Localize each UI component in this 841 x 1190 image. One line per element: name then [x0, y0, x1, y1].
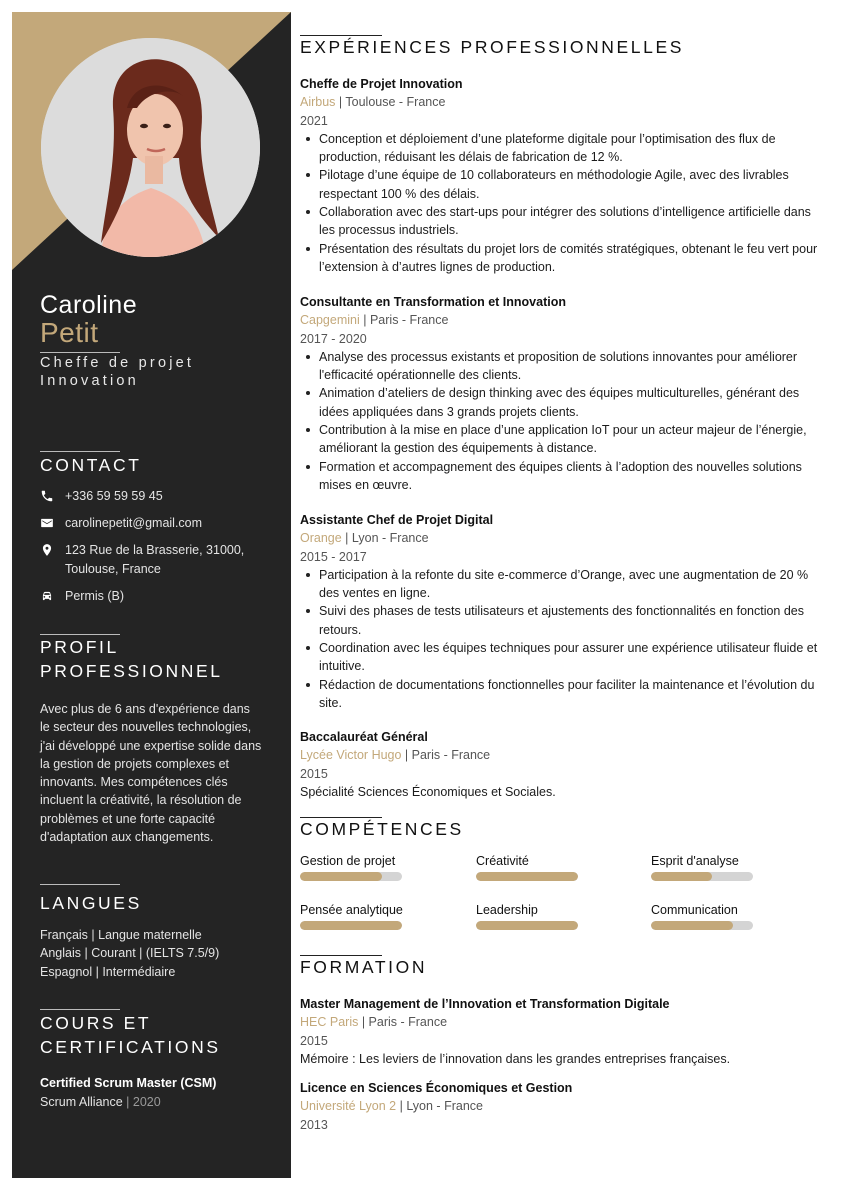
certification-org: Scrum Alliance — [40, 1095, 123, 1109]
skill-item — [300, 853, 460, 881]
divider — [40, 884, 120, 885]
school-info — [300, 1097, 820, 1115]
school-info — [300, 1013, 820, 1031]
company-name: Capgemini — [300, 313, 360, 328]
bullet-item: Coordination avec les équipes techniques pour assurer une expérience utilisateur fluide et intuitive. — [300, 639, 820, 676]
job-location: | Lyon - France — [341, 531, 429, 546]
bullet-item: Participation à la refonte du site e-commerce d’Orange, avec une augmentation de 20 % des ventes en ligne. — [300, 566, 820, 603]
school-name: Université Lyon 2 — [300, 1099, 397, 1114]
job-title: Assistante Chef de Projet Digital — [300, 513, 494, 527]
skill-label: Esprit d'analyse — [651, 854, 739, 868]
location-pin-icon — [40, 543, 54, 557]
degree-dates: 2015 — [300, 1033, 328, 1048]
bullet-item: Présentation des résultats du projet lors de comités stratégiques, obtenant le feu vert pour l’extension à d’autres lignes de production. — [300, 240, 820, 277]
job-bullets — [300, 348, 820, 494]
experience-item-capgemini — [300, 293, 820, 494]
certification-year: 2020 — [132, 1095, 161, 1109]
skill-bar-fill — [300, 921, 402, 930]
degree-dates: 2013 — [300, 1117, 328, 1132]
job-bullets — [300, 130, 820, 276]
contact-heading: CONTACT — [40, 455, 142, 475]
bullet-item: Collaboration avec des start-ups pour intégrer des solutions d’intelligence artificielle dans les processus industriels. — [300, 203, 820, 240]
skill-item — [651, 853, 811, 881]
profile-heading: PROFIL PROFESSIONNEL — [40, 637, 223, 681]
skill-item — [476, 853, 636, 881]
experience-item-baccalaureat — [300, 728, 820, 801]
skill-bar-fill — [651, 921, 733, 930]
languages-heading: LANGUES — [40, 893, 142, 913]
job-location: | Paris - France — [359, 313, 449, 328]
profile-photo — [41, 38, 260, 257]
education-item-hec — [300, 995, 820, 1068]
contact-text: Permis (B) — [65, 589, 125, 603]
profile-summary: Avec plus de 6 ans d'expérience dans le secteur des nouvelles technologies, j'ai développé une expertise solide dans la gestion de projets complexes et innovants. Mes compétences clés incluent la créativité, la résolution de problèmes et une forte capacité d'adaptation aux changements. — [40, 702, 262, 845]
language-item: Espagnol | Intermédiaire — [40, 964, 176, 979]
certifications-heading: COURS ET CERTIFICATIONS — [40, 1013, 221, 1057]
school-name: HEC Paris — [300, 1015, 359, 1030]
first-name: Caroline — [40, 291, 138, 319]
bullet-item: Formation et accompagnement des équipes clients à l’adoption des nouvelles solutions mises en œuvre. — [300, 458, 820, 495]
language-item: Français | Langue maternelle — [40, 928, 202, 942]
job-title: Cheffe de projet Innovation — [40, 355, 195, 389]
job-dates: 2021 — [300, 113, 328, 128]
skill-label: Pensée analytique — [300, 903, 403, 917]
school-location: | Paris - France — [358, 1015, 448, 1030]
job-location: | Toulouse - France — [335, 95, 446, 110]
degree-title: Licence en Sciences Économiques et Gestion — [300, 1081, 573, 1095]
bullet-item: Conception et déploiement d’une plateforme digitale pour l’optimisation des flux de production, réduisant les délais de fabrication de 12 %. — [300, 130, 820, 167]
divider — [40, 451, 120, 452]
skill-bar — [476, 872, 578, 881]
bullet-item: Animation d’ateliers de design thinking avec des équipes multiculturelles, générant des idées appliquées dans 3 grands projets clients. — [300, 384, 820, 421]
bullet-item: Suivi des phases de tests utilisateurs et ajustements des fonctionnalités en fonction des retours. — [300, 602, 820, 639]
experience-heading: EXPÉRIENCES PROFESSIONNELLES — [300, 37, 685, 57]
phone-icon — [40, 489, 54, 503]
contact-license — [40, 587, 280, 606]
skill-bar-fill — [476, 921, 578, 930]
bullet-item: Contribution à la mise en place d’une application IoT pour un acteur majeur de l’énergie, améliorant la gestion des équipements à distance. — [300, 421, 820, 458]
experience-item-orange — [300, 511, 820, 712]
skill-item — [300, 902, 460, 930]
divider — [40, 352, 120, 353]
certification-title: Certified Scrum Master (CSM) — [40, 1076, 217, 1090]
school-name: Lycée Victor Hugo — [300, 748, 402, 763]
contact-address — [40, 541, 280, 579]
certification-issuer — [40, 1095, 161, 1109]
divider — [300, 817, 382, 818]
bullet-item: Pilotage d’une équipe de 10 collaborateurs en méthodologie Agile, avec des livrables respectant 100 % des délais. — [300, 166, 820, 203]
skill-item — [651, 902, 811, 930]
experience-item-airbus — [300, 75, 820, 276]
job-note: Spécialité Sciences Économiques et Sociales. — [300, 784, 556, 799]
skill-bar — [651, 921, 753, 930]
language-item: Anglais | Courant | (IELTS 7.5/9) — [40, 946, 220, 961]
education-item-lyon2 — [300, 1079, 820, 1134]
job-location: | Paris - France — [401, 748, 491, 763]
school-location: | Lyon - France — [396, 1099, 483, 1114]
skill-bar-fill — [651, 872, 712, 881]
job-title: Baccalauréat Général — [300, 730, 428, 744]
car-icon — [40, 589, 54, 603]
skill-bar-fill — [300, 872, 382, 881]
divider — [300, 955, 382, 956]
company-name: Orange — [300, 531, 342, 546]
job-dates: 2015 - 2017 — [300, 549, 367, 564]
job-title: Cheffe de Projet Innovation — [300, 77, 463, 91]
degree-title: Master Management de l’Innovation et Transformation Digitale — [300, 997, 670, 1011]
contact-text: +336 59 59 59 45 — [65, 489, 163, 503]
languages-list — [40, 926, 280, 981]
degree-note: Mémoire : Les leviers de l’innovation dans les grandes entreprises françaises. — [300, 1051, 731, 1066]
job-company — [300, 311, 820, 329]
education-heading: FORMATION — [300, 957, 428, 977]
bullet-item: Analyse des processus existants et proposition de solutions innovantes pour améliorer l'efficacité opérationnelle des clients. — [300, 348, 820, 385]
skill-item — [476, 902, 636, 930]
skill-bar-fill — [476, 872, 578, 881]
job-company — [300, 93, 820, 111]
skill-label: Gestion de projet — [300, 854, 396, 868]
divider — [300, 35, 382, 36]
skill-bar — [651, 872, 753, 881]
contact-email[interactable] — [40, 514, 280, 533]
job-title: Consultante en Transformation et Innovation — [300, 295, 566, 309]
skill-label: Communication — [651, 903, 738, 917]
job-dates: 2015 — [300, 766, 328, 781]
skill-label: Leadership — [476, 903, 538, 917]
email-icon — [40, 516, 54, 530]
company-name: Airbus — [300, 95, 336, 110]
skill-bar — [300, 872, 402, 881]
divider — [40, 1009, 120, 1010]
contact-text: carolinepetit@gmail.com — [65, 516, 203, 530]
job-company — [300, 529, 820, 547]
skill-label: Créativité — [476, 854, 529, 868]
sidebar — [12, 12, 291, 1178]
skill-bar — [300, 921, 402, 930]
contact-text: 123 Rue de la Brasserie, 31000, Toulouse, France — [65, 543, 245, 576]
bullet-item: Rédaction de documentations fonctionnelles pour faciliter la maintenance et l’évolution du site. — [300, 676, 820, 713]
skill-bar — [476, 921, 578, 930]
skills-heading: COMPÉTENCES — [300, 819, 464, 839]
contact-phone[interactable] — [40, 487, 280, 506]
last-name: Petit — [40, 317, 99, 348]
job-bullets — [300, 566, 820, 712]
separator: | — [122, 1095, 133, 1109]
job-company — [300, 746, 820, 764]
job-dates: 2017 - 2020 — [300, 331, 367, 346]
